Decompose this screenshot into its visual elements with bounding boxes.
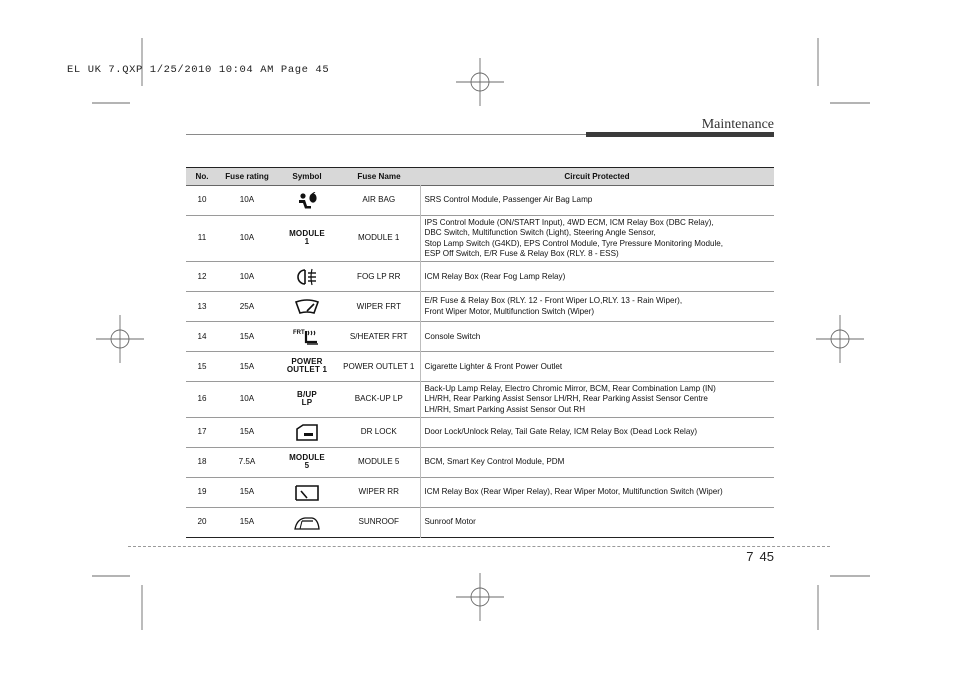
fuse-symbol <box>276 292 338 322</box>
circuit-protected <box>420 322 774 352</box>
fuse-rating: 7.5A <box>238 457 256 467</box>
rear-fog-lamp-icon <box>278 268 336 286</box>
circuit-line: Sunroof Motor <box>424 517 476 527</box>
fuse-rating: 15A <box>239 487 255 497</box>
table-row <box>186 186 774 216</box>
fuse-name: WIPER RR <box>358 487 399 497</box>
print-slug-line: EL UK 7.QXP 1/25/2010 10:04 AM Page 45 <box>67 64 330 76</box>
circuit-protected <box>420 186 774 216</box>
rear-wiper-icon <box>278 484 336 502</box>
fuse-rating: 15A <box>239 331 255 341</box>
fuse-number: 11 <box>197 233 207 243</box>
circuit-line: LH/RH, Smart Parking Assist Sensor Out RH <box>424 404 586 414</box>
circuit-line: Front Wiper Motor, Multifunction Switch (Wiper) <box>424 306 595 316</box>
fuse-rating: 15A <box>239 427 255 437</box>
circuit-line: BCM, Smart Key Control Module, PDM <box>424 457 565 467</box>
fuse-number: 10 <box>197 195 207 205</box>
circuit-protected <box>420 478 774 508</box>
fuse-name: MODULE 5 <box>358 457 400 467</box>
front-wiper-icon <box>278 299 336 315</box>
circuit-protected <box>420 382 774 418</box>
circuit-protected <box>420 262 774 292</box>
fuse-number: 19 <box>197 487 207 497</box>
symbol-label-line: MODULE <box>289 228 325 238</box>
fuse-number: 20 <box>197 517 207 527</box>
fuse-number: 17 <box>197 427 207 437</box>
table-row <box>186 262 774 292</box>
fuse-symbol <box>276 382 338 418</box>
fuse-name: WIPER FRT <box>356 301 401 311</box>
fuse-symbol <box>276 448 338 478</box>
circuit-line: ICM Relay Box (Rear Wiper Relay), Rear Wiper Motor, Multifunction Switch (Wiper) <box>424 487 723 497</box>
table-row <box>186 352 774 382</box>
symbol-label-line: POWER <box>291 356 323 366</box>
fuse-name: MODULE 1 <box>358 233 400 243</box>
fuse-number: 16 <box>197 394 207 404</box>
fuse-table-body <box>186 186 774 538</box>
table-row <box>186 418 774 448</box>
table-header-row <box>186 168 774 186</box>
circuit-line: Back-Up Lamp Relay, Electro Chromic Mirror, BCM, Rear Combination Lamp (IN) <box>424 384 716 394</box>
fuse-number: 13 <box>197 301 207 311</box>
symbol-label-line: B/UP <box>297 389 317 399</box>
circuit-line: Cigarette Lighter & Front Power Outlet <box>424 361 563 371</box>
fuse-rating: 10A <box>239 233 255 243</box>
table-row <box>186 322 774 352</box>
fuse-name: AIR BAG <box>362 195 396 205</box>
symbol-label-line: LP <box>301 398 313 408</box>
fuse-rating: 10A <box>239 271 255 281</box>
symbol-label-line: MODULE <box>289 452 325 462</box>
footer-rule <box>128 546 830 547</box>
page-number <box>746 549 774 564</box>
fuse-name: S/HEATER FRT <box>349 331 408 341</box>
circuit-line: E/R Fuse & Relay Box (RLY. 12 - Front Wiper LO,RLY. 13 - Rain Wiper), <box>424 296 683 306</box>
sunroof-icon <box>278 515 336 531</box>
circuit-line: SRS Control Module, Passenger Air Bag Lamp <box>424 195 593 205</box>
circuit-line: LH/RH, Rear Parking Assist Sensor LH/RH, Rear Parking Assist Sensor Centre <box>424 394 708 404</box>
page-number-value: 45 <box>759 549 774 564</box>
table-row <box>186 382 774 418</box>
circuit-line: Door Lock/Unlock Relay, Tail Gate Relay, ICM Relay Box (Dead Lock Relay) <box>424 427 698 437</box>
symbol-label <box>289 230 325 247</box>
table-row <box>186 292 774 322</box>
fuse-number: 12 <box>197 271 207 281</box>
airbag-icon <box>278 192 336 210</box>
fuse-number: 15 <box>197 361 207 371</box>
symbol-label-line: 5 <box>304 461 310 471</box>
symbol-label-line: OUTLET 1 <box>286 365 328 375</box>
header-fuse-rating: Fuse rating <box>225 172 269 181</box>
fuse-name: SUNROOF <box>358 517 399 527</box>
fuse-symbol <box>276 478 338 508</box>
header-fuse-name: Fuse Name <box>357 172 401 181</box>
header-accent-bar <box>586 132 774 137</box>
fuse-number: 14 <box>197 331 207 341</box>
fuse-number: 18 <box>197 457 207 467</box>
fuse-table <box>186 167 774 538</box>
symbol-label <box>287 358 327 375</box>
fuse-symbol <box>276 352 338 382</box>
circuit-protected <box>420 292 774 322</box>
circuit-protected <box>420 418 774 448</box>
circuit-protected <box>420 352 774 382</box>
table-row <box>186 508 774 538</box>
symbol-label <box>289 454 325 471</box>
fuse-symbol <box>276 508 338 538</box>
circuit-protected <box>420 216 774 262</box>
fuse-name: FOG LP RR <box>357 271 401 281</box>
fuse-rating: 15A <box>239 517 255 527</box>
svg-text:FRT: FRT <box>293 329 305 336</box>
table-row <box>186 478 774 508</box>
seat-heater-icon <box>278 327 336 347</box>
fuse-rating: 10A <box>239 394 255 404</box>
door-lock-icon <box>278 424 336 442</box>
circuit-protected <box>420 448 774 478</box>
symbol-label <box>297 391 317 408</box>
header-no: No. <box>195 172 209 181</box>
circuit-line: ICM Relay Box (Rear Fog Lamp Relay) <box>424 271 566 281</box>
circuit-line: IPS Control Module (ON/START Input), 4WD ECM, ICM Relay Box (DBC Relay), <box>424 218 714 227</box>
fuse-rating: 25A <box>239 301 255 311</box>
table-row <box>186 448 774 478</box>
fuse-name: BACK-UP LP <box>354 394 403 404</box>
section-title: Maintenance <box>701 117 774 132</box>
fuse-symbol <box>276 322 338 352</box>
circuit-line: Stop Lamp Switch (G4KD), EPS Control Module, Tyre Pressure Monitoring Module, <box>424 238 724 248</box>
table-row <box>186 216 774 262</box>
header-circuit-protected: Circuit Protected <box>564 172 630 181</box>
fuse-symbol <box>276 262 338 292</box>
fuse-symbol <box>276 216 338 262</box>
fuse-rating: 10A <box>239 195 255 205</box>
circuit-protected <box>420 508 774 538</box>
circuit-line: Console Switch <box>424 331 481 341</box>
fuse-symbol <box>276 418 338 448</box>
symbol-label-line: 1 <box>304 237 310 247</box>
chapter-number: 7 <box>746 549 754 564</box>
header-symbol: Symbol <box>292 172 322 181</box>
fuse-name: POWER OUTLET 1 <box>343 361 415 371</box>
fuse-symbol <box>276 186 338 216</box>
fuse-name: DR LOCK <box>360 427 397 437</box>
fuse-rating: 15A <box>239 361 255 371</box>
circuit-line: DBC Switch, Multifunction Switch (Light), Steering Angle Sensor, <box>424 228 656 238</box>
circuit-line: ESP Off Switch, E/R Fuse & Relay Box (RLY. 8 - ESS) <box>424 248 619 258</box>
